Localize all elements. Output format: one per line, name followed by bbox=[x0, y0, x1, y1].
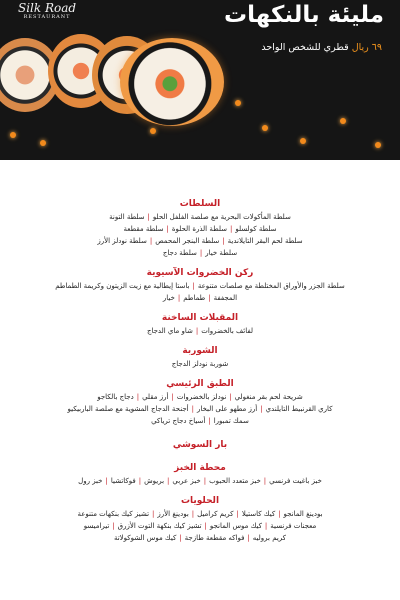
menu-item: خبز عربي bbox=[172, 477, 201, 485]
section-title: الحلويات bbox=[180, 496, 220, 506]
menu-item: شوربة نودلز الدجاج bbox=[171, 360, 229, 368]
menu-item: باستا إيطالية مع زيت الزيتون وكريمة الطماطم bbox=[55, 282, 190, 290]
item-separator: | bbox=[264, 522, 268, 530]
item-separator: | bbox=[263, 477, 267, 485]
sushi-roll-image bbox=[120, 38, 224, 126]
menu-line bbox=[0, 475, 400, 487]
menu-item: سلطة التونة bbox=[109, 213, 145, 221]
menu-item: سلطة الجزر والأوراق المختلطة مع صلصات متنوعة bbox=[197, 282, 345, 290]
menu-item: بودينغ المانجو bbox=[283, 510, 323, 518]
item-separator: | bbox=[166, 225, 169, 233]
menu-item: كيك موس المانجو bbox=[209, 522, 262, 530]
menu-section bbox=[0, 267, 400, 304]
menu-item: سلطة الذرة الحلوة bbox=[171, 225, 228, 233]
item-separator: | bbox=[136, 393, 140, 401]
menu-line bbox=[0, 358, 400, 370]
menu-item: سلطة المأكولات البحرية مع صلصة الفلفل الحلو bbox=[152, 213, 291, 221]
section-title: بار السوشي bbox=[172, 440, 228, 450]
menu-item: أرز مقلي bbox=[142, 393, 169, 401]
menu-section bbox=[0, 198, 400, 259]
menu-line bbox=[0, 403, 400, 415]
decor-speck bbox=[340, 118, 346, 124]
item-separator: | bbox=[152, 510, 155, 518]
menu-item: شريحة لحم بقر منغولي bbox=[234, 393, 303, 401]
item-separator: | bbox=[177, 294, 181, 302]
item-separator: | bbox=[199, 249, 203, 257]
menu-section bbox=[0, 378, 400, 427]
decor-speck bbox=[40, 140, 46, 146]
menu-item: طماطم bbox=[183, 294, 206, 302]
menu-line bbox=[0, 415, 400, 427]
item-separator: | bbox=[191, 510, 195, 518]
item-separator: | bbox=[222, 237, 225, 245]
section-title: ركن الخضروات الآسيوية bbox=[146, 268, 254, 278]
menu-item: كريم بروليه bbox=[252, 534, 286, 542]
menu-item: سلطة مقطعة bbox=[123, 225, 164, 233]
item-separator: | bbox=[147, 213, 150, 221]
item-separator: | bbox=[191, 405, 194, 413]
item-separator: | bbox=[167, 477, 170, 485]
menu-item: سمك تمبورا bbox=[213, 417, 249, 425]
item-separator: | bbox=[236, 510, 239, 518]
item-separator: | bbox=[171, 393, 174, 401]
item-separator: | bbox=[192, 282, 195, 290]
menu-item: فوكاتشيا bbox=[110, 477, 136, 485]
section-title: المقبلات الساخنة bbox=[161, 313, 239, 323]
menu-item: تشيز كيك بنكهات متنوعة bbox=[77, 510, 150, 518]
item-separator: | bbox=[204, 522, 207, 530]
menu-section bbox=[0, 345, 400, 370]
menu-item: سلطة البنجر المحمص bbox=[155, 237, 220, 245]
menu-item: كريم كراميل bbox=[197, 510, 234, 518]
price-note: قطري للشخص الواحد bbox=[261, 42, 349, 53]
menu-item: دجاج بالكاجو bbox=[97, 393, 134, 401]
menu-item: كاري القرنبيط التايلندي bbox=[265, 405, 333, 413]
menu-item: بودينغ الأرز bbox=[157, 510, 189, 518]
decor-speck bbox=[262, 125, 268, 131]
menu-item: تيراميسو bbox=[83, 522, 110, 530]
item-separator: | bbox=[112, 522, 115, 530]
brand-logo bbox=[18, 2, 76, 20]
menu-item: كيك كاستيلا bbox=[241, 510, 276, 518]
menu-item: لفائف بالخضروات bbox=[201, 327, 254, 335]
item-separator: | bbox=[195, 327, 199, 335]
menu-item: المجففة bbox=[213, 294, 238, 302]
item-separator: | bbox=[149, 237, 153, 245]
menu-list bbox=[0, 198, 400, 544]
section-title: السلطات bbox=[179, 199, 221, 209]
menu-item: خبز باغيت فرنسي bbox=[269, 477, 322, 485]
brand-name: Silk Road bbox=[18, 1, 77, 15]
menu-item: أجنحة الدجاج المشوية مع صلصة الباربيكيو bbox=[67, 405, 189, 413]
menu-item: تشيز كيك بنكهة التوت الأزرق bbox=[117, 522, 202, 530]
page-title: مليئة بالنكهات bbox=[224, 2, 384, 28]
price-value: ٦٩ ريال bbox=[351, 42, 382, 53]
menu-line bbox=[0, 235, 400, 247]
menu-item: خبز متعدد الحبوب bbox=[209, 477, 261, 485]
section-title: الطبق الرئيسي bbox=[166, 379, 234, 389]
brand-subtitle: RESTAURANT bbox=[23, 14, 71, 20]
menu-item: خبز رول bbox=[78, 477, 103, 485]
hero-banner bbox=[0, 0, 400, 160]
item-separator: | bbox=[247, 534, 250, 542]
menu-item: سلطة نودلز الأرز bbox=[97, 237, 147, 245]
decor-speck bbox=[10, 132, 16, 138]
decor-speck bbox=[375, 142, 381, 148]
menu-item: فواكه مقطعة طازجة bbox=[184, 534, 245, 542]
decor-speck bbox=[150, 128, 156, 134]
menu-line bbox=[0, 391, 400, 403]
menu-section bbox=[0, 439, 400, 452]
item-separator: | bbox=[138, 477, 142, 485]
menu-item: معجنات فرنسية bbox=[270, 522, 317, 530]
item-separator: | bbox=[179, 534, 182, 542]
section-title: الشوربة bbox=[182, 346, 218, 356]
decor-speck bbox=[300, 138, 306, 144]
menu-item: بريوش bbox=[144, 477, 165, 485]
menu-section bbox=[0, 495, 400, 544]
menu-line bbox=[0, 292, 400, 304]
item-separator: | bbox=[208, 294, 211, 302]
menu-line bbox=[0, 211, 400, 223]
menu-line bbox=[0, 532, 400, 544]
item-separator: | bbox=[278, 510, 281, 518]
menu-item: شاو ماي الدجاج bbox=[146, 327, 193, 335]
menu-item: أرز مطهو على البخار bbox=[196, 405, 258, 413]
item-separator: | bbox=[230, 225, 233, 233]
item-separator: | bbox=[260, 405, 263, 413]
menu-item: سلطة كولسلو bbox=[235, 225, 277, 233]
menu-item: أسياخ دجاج ترياكي bbox=[151, 417, 206, 425]
price-line bbox=[261, 42, 382, 53]
item-separator: | bbox=[203, 477, 207, 485]
menu-item: خيار bbox=[162, 294, 175, 302]
menu-section bbox=[0, 312, 400, 337]
item-separator: | bbox=[208, 417, 211, 425]
menu-item: نودلز بالخضروات bbox=[176, 393, 227, 401]
menu-item: سلطة خيار bbox=[205, 249, 238, 257]
menu-section bbox=[0, 462, 400, 487]
menu-line bbox=[0, 247, 400, 259]
menu-line bbox=[0, 508, 400, 520]
menu-line bbox=[0, 325, 400, 337]
menu-line bbox=[0, 223, 400, 235]
item-separator: | bbox=[105, 477, 108, 485]
menu-item: سلطة لحم البقر التايلاندية bbox=[227, 237, 303, 245]
item-separator: | bbox=[229, 393, 232, 401]
menu-line bbox=[0, 280, 400, 292]
menu-line bbox=[0, 520, 400, 532]
menu-item: سلطة دجاج bbox=[162, 249, 197, 257]
section-title: محطة الخبز bbox=[174, 463, 226, 473]
menu-item: كيك موس الشوكولاتة bbox=[113, 534, 177, 542]
decor-speck bbox=[235, 100, 241, 106]
